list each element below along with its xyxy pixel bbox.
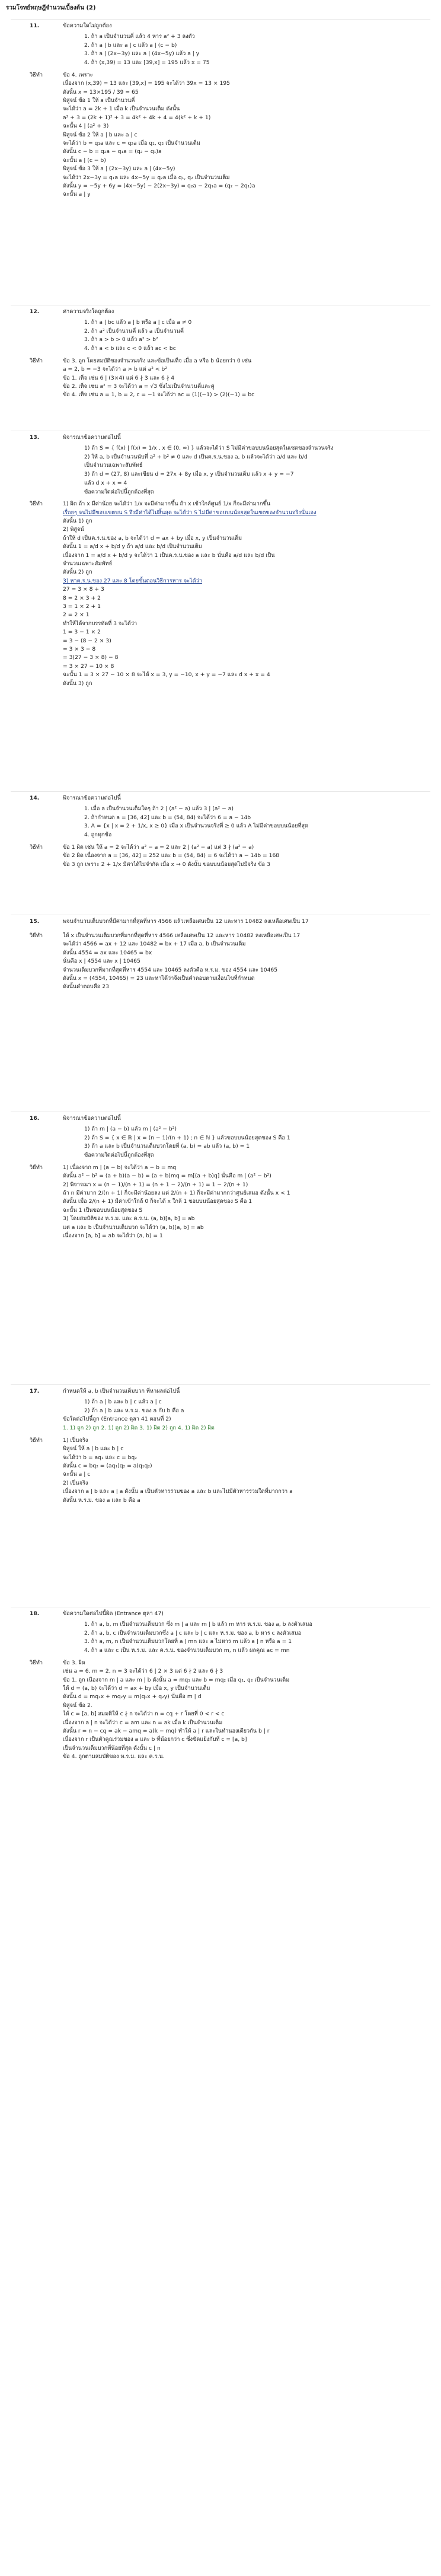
solution-line: เรื่อยๆ จนไม่มีขอบเขตบน S จึงมีค่าได้ไม่สิ้นสุด จะได้ว่า S ไม่มีค่าขอบบนน้อยสุดในเซตของจำนวนจริงนั่นเอง — [63, 509, 317, 516]
question-option: 4. ถูกทุกข้อ — [84, 832, 112, 839]
solution-line: จะได้ว่า a = 2k + 1 เมื่อ k เป็นจำนวนเต็ม ดังนั้น — [63, 106, 180, 113]
solution-line: ฉะนั้น 4 | (a² + 3) — [63, 123, 109, 130]
solution-line: a² + 3 = (2k + 1)² + 3 = 4k² + 4k + 4 = 4(k² + k + 1) — [63, 114, 211, 121]
solution-line: ดังนั้น c − b = q₂a − q₁a = (q₂ − q₁)a — [63, 148, 162, 155]
solution-line: ข้อ 1 ผิด เช่น ให้ a = 2 จะได้ว่า a² − a = 2 และ 2 | (a² − a) แต่ 3 ∤ (a² − a) — [63, 843, 254, 851]
solution-line: ข้อ 3. ถูก โดยสมบัติของจำนวนจริง และข้อเป็นเท็จ เมื่อ a หรือ b น้อยกว่า 0 เช่น — [63, 357, 252, 364]
solution-line: 27 = 3 × 8 + 3 — [63, 586, 104, 593]
solution-line: = 3(27 − 3 × 8) − 8 — [63, 654, 119, 661]
solution-line: เป็นจำนวนเต็มบวกที่น้อยที่สุด ดังนั้น c | n — [63, 1744, 161, 1752]
solution-line: ข้อ 4. ถูกตามสมบัติของ ห.ร.ม. และ ค.ร.น. — [63, 1753, 165, 1760]
question-option: 3. ถ้า a > b > 0 แล้ว a² > b² — [84, 336, 158, 343]
solution-line: จำนวนเฉพาะสัมพัทธ์ — [63, 561, 113, 567]
solution-line: ดังนั้น y = −5y + 6y = (4x−5y) − 2(2x−3y) = q₂a − 2q₁a = (q₂ − 2q₁)a — [63, 183, 255, 189]
question-text: พิจารณาข้อความต่อไปนี้ — [63, 1115, 121, 1122]
question-option: 4. ถ้า a < b และ c < 0 แล้ว ac < bc — [84, 345, 176, 352]
question-text: พิจารณาข้อความต่อไปนี้ — [63, 795, 121, 801]
solution-line: พิสูจน์ ข้อ 2 ให้ a | b และ a | c — [63, 131, 138, 138]
question-option: 3. A = {x | x = 2 + 1/x, x ≥ 0} เมื่อ x เป็นจำนวนจริงที่ ≥ 0 แล้ว A ไม่มีค่าขอบบนน้อยที่สุด — [84, 823, 308, 830]
solution-line: พิสูจน์ ข้อ 2. — [63, 1702, 92, 1709]
question-text: ข้อความใดต่อไปนี้ผิด (Entrance ตุลา 47) — [63, 1610, 164, 1617]
solution-line: ถ้าให้ d เป็นค.ร.น.ของ a, b จะได้ว่า d = ax + by เมื่อ x, y เป็นจำนวนเต็ม — [63, 534, 242, 542]
question-number: 16. — [30, 1115, 40, 1122]
question-option: 2. ถ้า a, b, c เป็นจำนวนเต็มบวกซึ่ง a | c และ b | c และ ห.ร.ม. ของ a, b หาร c ลงตัวเสมอ — [84, 1629, 302, 1636]
solution-line: = 3 − (8 − 2 × 3) — [63, 637, 111, 644]
solution-line: พิสูจน์ ข้อ 3 ให้ a | (2x−3y) และ a | (4x−5y) — [63, 165, 175, 173]
solution-label: วิธีทำ — [30, 1659, 43, 1666]
question-option: 4. ถ้า (x,39) = 13 และ [39,x] = 195 แล้ว x = 75 — [84, 59, 210, 66]
question-option: 3. ถ้า a, m, n เป็นจำนวนเต็มบวกโดยที่ a | mn และ a ไม่หาร m แล้ว a | n หรือ a = 1 — [84, 1638, 292, 1645]
solution-line: 1) เนื่องจาก m | (a − b) จะได้ว่า a − b = mq — [63, 1164, 177, 1171]
solution-line: ดังนั้น ห.ร.ม. ของ a และ b คือ a — [63, 1496, 140, 1504]
solution-line: ให้ x เป็นจำนวนเต็มบวกที่มากที่สุดที่หาร 4566 เหลือเศษเป็น 12 และหาร 10482 ลงเหลือเศษเป็น 17 — [63, 932, 301, 939]
solution-line: ฉะนั้น 1 เป็นขอบบนน้อยสุดของ S — [63, 1206, 143, 1214]
question-option: 1) ถ้า a | b และ b | c แล้ว a | c — [84, 1399, 162, 1405]
solution-line: เช่น a = 6, m = 2, n = 3 จะได้ว่า 6 | 2 × 3 แต่ 6 ∤ 2 และ 6 ∤ 3 — [63, 1668, 223, 1675]
question-number: 15. — [30, 918, 40, 925]
solution-line: ดังนั้น เมื่อ 2/(n + 1) มีค่าเข้าใกล้ 0 ก็จะได้ x ใกล้ 1 ขอบบนน้อยสุดของ S คือ 1 — [63, 1198, 253, 1205]
solution-line: ข้อ 4. เพราะ — [63, 71, 93, 78]
solution-line: ดังนั้น 3) ถูก — [63, 680, 92, 687]
solution-line: เนื่องจาก a | n จะได้ว่า c = am และ n = ak เมื่อ k เป็นจำนวนเต็ม — [63, 1719, 223, 1726]
solution-line: 1 = 3 − 1 × 2 — [63, 629, 101, 636]
solution-line: = 3 × 27 − 10 × 8 — [63, 663, 114, 670]
question-option: แล้ว d x + x = 4 — [84, 479, 127, 486]
solution-line: a = 2, b = −3 จะได้ว่า a > b แต่ a² < b² — [63, 366, 167, 373]
solution-line: ฉะนั้น 1 = 3 × 27 − 10 × 8 จะได้ x = 3, y = −10, x + y = −7 และ d x + x = 4 — [63, 671, 270, 679]
solution-line: ให้ d = (a, b) จะได้ว่า d = ax + by เมื่อ x, y เป็นจำนวนเต็ม — [63, 1685, 210, 1692]
section-divider — [11, 19, 430, 20]
question-option: 3) ถ้า d = (27, 8) และเขียน d = 27x + 8y เมื่อ x, y เป็นจำนวนเต็ม แล้ว x + y = −7 — [84, 471, 294, 478]
solution-line: ดังนั้น 2) ถูก — [63, 569, 92, 576]
question-option: 1. เมื่อ a เป็นจำนวนเต็มใดๆ ถ้า 2 | (a² − a) แล้ว 3 | (a² − a) — [84, 805, 234, 812]
solution-line: ดังนั้น c = bq₂ = (aq₁)q₂ = a(q₁q₂) — [63, 1463, 152, 1469]
question-option: 2. ถ้ากำหนด a = [36, 42] และ b = (54, 84) จะได้ว่า 6 = a − 14b — [84, 814, 251, 821]
question-option: 1. ถ้า a เป็นจำนวนคี่ แล้ว 4 หาร a² + 3 ลงตัว — [84, 33, 195, 40]
question-number: 14. — [30, 795, 40, 801]
question-option: 1. ถ้า a | bc แล้ว a | b หรือ a | c เมื่อ a ≠ 0 — [84, 319, 192, 326]
question-option: 2) ถ้า S = { x ∈ ℝ | x = (n − 1)/(n + 1) ; n ∈ ℕ } แล้วขอบบนน้อยสุดของ S คือ 1 — [84, 1134, 290, 1141]
solution-line: 2 = 2 × 1 — [63, 612, 90, 619]
solution-label: วิธีทำ — [30, 843, 43, 851]
question-text: ข้อความใดไม่ถูกต้อง — [63, 23, 112, 29]
question-option: 3. ถ้า a | (2x−3y) และ a | (4x−5y) แล้ว a | y — [84, 50, 200, 58]
question-number: 17. — [30, 1388, 40, 1394]
solution-line: ดังนั้น x = 13×195 / 39 = 65 — [63, 88, 139, 95]
question-number: 11. — [30, 23, 40, 29]
solution-line: เนื่องจาก 1 = a/d x + b/d y จะได้ว่า 1 เป็นค.ร.น.ของ a และ b นั่นคือ a/d และ b/d เป็น — [63, 552, 275, 559]
question-number: 18. — [30, 1610, 40, 1617]
solution-line: เนื่องจาก (x,39) = 13 และ [39,x] = 195 จะได้ว่า 39x = 13 × 195 — [63, 80, 231, 87]
solution-line: 3) หาค.ร.น.ของ 27 และ 8 โดยขั้นตอนวิธีการหาร จะได้ว่า — [63, 577, 203, 584]
solution-label: วิธีทำ — [30, 357, 43, 364]
solution-line: เนื่องจาก [a, b] = ab จะได้ว่า (a, b) = 1 — [63, 1233, 163, 1239]
question-option: ข้อความใดต่อไปนี้ถูกต้องที่สุด — [84, 488, 154, 495]
solution-line: เนื่องจาก a | b และ a | a ดังนั้น a เป็นตัวหารร่วมของ a และ b และไม่มีตัวหารร่วมใดที่มากกว่า a — [63, 1488, 293, 1495]
section-divider — [11, 791, 430, 792]
solution-line: ดังนั้น 1 = a/d x + b/d y ถ้า a/d และ b/d เป็นจำนวนเต็ม — [63, 543, 202, 550]
solution-line: 2) เป็นจริง — [63, 1479, 88, 1486]
question-option: ข้อความใดต่อไปนี้ถูกต้องที่สุด — [84, 1152, 154, 1159]
solution-line: ให้ c = [a, b] สมมติให้ c ∤ n จะได้ว่า n = cq + r โดยที่ 0 < r < c — [63, 1711, 225, 1718]
solution-line: 3 = 1 × 2 + 1 — [63, 603, 101, 610]
solution-line: จะได้ว่า 2x−3y = q₁a และ 4x−5y = q₂a เมื่อ q₁, q₂ เป็นจำนวนเต็ม — [63, 174, 230, 181]
solution-line: พิสูจน์ ข้อ 1 ให้ a เป็นจำนวนคี่ — [63, 97, 135, 104]
solution-line: = 3 × 3 − 8 — [63, 646, 96, 652]
question-option: 1. 1) ถูก 2) ถูก 2. 1) ถูก 2) ผิด 3. 1) ผิด 2) ถูก 4. 1) ผิด 2) ผิด — [63, 1425, 215, 1432]
solution-line: ดังนั้นคำตอบคือ 23 — [63, 983, 109, 991]
solution-line: แต่ a และ b เป็นจำนวนเต็มบวก จะได้ว่า (a, b)[a, b] = ab — [63, 1224, 204, 1231]
question-option: ข้อใดต่อไปนี้ถูก (Entrance ตุลา 41 ตอนที่ 2) — [63, 1416, 171, 1423]
solution-line: 8 = 2 × 3 + 2 — [63, 594, 101, 601]
question-option: 2) ให้ a, b เป็นจำนวนนับที่ a² + b² ≠ 0 และ d เป็นค.ร.น.ของ a, b แล้วจะได้ว่า a/d และ b/d — [84, 453, 308, 460]
solution-line: ฉะนั้น a | (c − b) — [63, 157, 106, 164]
solution-line: นั่นคือ x | 4554 และ x | 10465 — [63, 958, 140, 965]
solution-line: 3) โดยสมบัติของ ห.ร.ม. และ ค.ร.น. (a, b)[a, b] = ab — [63, 1215, 195, 1222]
solution-line: ดังนั้น 4554 = ax และ 10465 = bx — [63, 949, 152, 956]
question-text: พจนจำนวนเต็มบวกที่มีค่ามากที่สุดที่หาร 4566 แล้วเหลือเศษเป็น 12 และหาร 10482 ลงเหลือเศษเป็น 17 — [63, 918, 309, 925]
solution-line: จะได้ว่า 4566 = ax + 12 และ 10482 = bx + 17 เมื่อ a, b เป็นจำนวนเต็ม — [63, 941, 246, 948]
question-text: พิจารณาข้อความต่อไปนี้ — [63, 434, 121, 441]
solution-line: ข้อ 4. เท็จ เช่น a = 1, b = 2, c = −1 จะได้ว่า ac = (1)(−1) > (2)(−1) = bc — [63, 391, 255, 399]
solution-line: 2) พิจารณา x = (n − 1)/(n + 1) = (n + 1 − 2)/(n + 1) = 1 − 2/(n + 1) — [63, 1181, 248, 1188]
document-title: รวมโจทย์ทฤษฎีจำนวนเบื้องต้น (2) — [6, 5, 96, 11]
solution-line: ข้อ 3 ถูก เพราะ 2 + 1/x มีค่าได้ไม่จำกัด เมื่อ x → 0 ดังนั้น ขอบบนน้อยสุดไม่มีจริง ข้อ 3 — [63, 861, 270, 868]
question-option: 1) ถ้า S = { f(x) | f(x) = 1/x , x ∈ (0, ∞) } แล้วจะได้ว่า S ไม่มีค่าขอบบนน้อยสุดในเซตของจำนวนจริง — [84, 445, 334, 451]
solution-line: ดังนั้น x = (4554, 10465) = 23 และหาได้ว่าจึงเป็นคำตอบตามเงื่อนไขที่กำหนด — [63, 975, 255, 982]
solution-line: ดังนั้น 1) ถูก — [63, 518, 92, 524]
solution-label: วิธีทำ — [30, 1164, 43, 1171]
question-option: 2. ถ้า a | b และ a | c แล้ว a | (c − b) — [84, 42, 177, 49]
solution-line: ข้อ 1. ถูก เนื่องจาก m | a และ m | b ดังนั้น a = mq₁ และ b = mq₂ เมื่อ q₁, q₂ เป็นจำนวนเต็ม — [63, 1676, 290, 1683]
solution-line: จะได้ว่า b = q₁a และ c = q₂a เมื่อ q₁, q₂ เป็นจำนวนเต็ม — [63, 140, 200, 147]
question-option: 1. ถ้า a, b, m เป็นจำนวนเต็มบวก ซึ่ง m | a และ m | b แล้ว m หาร ห.ร.ม. ของ a, b ลงตัวเสมอ — [84, 1621, 312, 1628]
question-option: 2) ถ้า a | b และ ห.ร.ม. ของ a กับ b คือ a — [84, 1407, 184, 1414]
solution-line: จะได้ว่า b = aq₁ และ c = bq₂ — [63, 1454, 137, 1461]
solution-line: ทำให้ได้จากบรรทัดที่ 3 จะได้ว่า — [63, 620, 138, 627]
solution-line: ฉะนั้น a | y — [63, 191, 91, 198]
question-option: เป็นจำนวนเฉพาะสัมพัทธ์ — [84, 462, 143, 469]
question-option: 1) ถ้า m | (a − b) แล้ว m | (a² − b²) — [84, 1126, 177, 1132]
question-number: 13. — [30, 434, 40, 441]
solution-line: เนื่องจาก r เป็นตัวคูณร่วมของ a และ b ที่น้อยกว่า c ซึ่งขัดแย้งกับที่ c = [a, b] — [63, 1736, 247, 1743]
solution-label: วิธีทำ — [30, 501, 43, 508]
question-option: 3) ถ้า a และ b เป็นจำนวนเต็มบวกโดยที่ (a, b) = ab แล้ว (a, b) = 1 — [84, 1143, 250, 1150]
question-text: ค่าความจริงใดถูกต้อง — [63, 308, 114, 315]
solution-line: ดังนั้น r = n − cq = ak − amq = a(k − mq) ทำให้ a | r และในทำนองเดียวกัน b | r — [63, 1728, 270, 1734]
solution-line: 1) เป็นจริง — [63, 1437, 88, 1444]
solution-line: ข้อ 3. ผิด — [63, 1659, 85, 1666]
solution-line: ข้อ 1. เท็จ เช่น 6 | (3×4) แต่ 6 ∤ 3 และ 6 ∤ 4 — [63, 374, 175, 381]
solution-line: ฉะนั้น a | c — [63, 1471, 91, 1478]
question-option: 4. ถ้า a และ c เป็น ห.ร.ม. และ ค.ร.น. ของจำนวนเต็มบวก m, n แล้ว ผลคูณ ac = mn — [84, 1647, 290, 1654]
solution-line: ข้อ 2 ผิด เนื่องจาก a = [36, 42] = 252 และ b = (54, 84) = 6 จะได้ว่า a − 14b = 168 — [63, 852, 280, 859]
section-divider — [11, 1384, 430, 1385]
solution-line: พิสูจน์ ให้ a | b และ b | c — [63, 1445, 124, 1453]
solution-label: วิธีทำ — [30, 1437, 43, 1444]
solution-line: ดังนั้น d = mq₁x + mq₂y = m(q₁x + q₂y) นั่นคือ m | d — [63, 1693, 202, 1701]
solution-line: ถ้า n มีค่ามาก 2/(n + 1) ก็จะมีค่าน้อยลง แต่ 2/(n + 1) ก็จะมีค่ามากกว่าศูนย์เสมอ ดังนั้น x < 1 — [63, 1190, 290, 1196]
question-option: 2. ถ้า a² เป็นจำนวนคี่ แล้ว a เป็นจำนวนคี่ — [84, 327, 184, 335]
solution-line: 1) ผิด ถ้า x มีค่าน้อย จะได้ว่า 1/x จะมีค่ามากขึ้น ถ้า x เข้าใกล้ศูนย์ 1/x ก็จะมีค่ามากขึ้น — [63, 501, 271, 508]
question-text: กำหนดให้ a, b เป็นจำนวนเต็มบวก ที่หาผลต่อไปนี้ — [63, 1388, 180, 1394]
solution-line: จำนวนเต็มบวกที่มากที่สุดที่หาร 4554 และ 10465 ลงตัวคือ ห.ร.ม. ของ 4554 และ 10465 — [63, 966, 278, 973]
solution-line: 2) พิสูจน์ — [63, 526, 84, 533]
solution-line: ข้อ 2. เท็จ เช่น a² = 3 จะได้ว่า a = √3 ซึ่งไม่เป็นจำนวนคี่และคู่ — [63, 383, 215, 390]
solution-line: ดังนั้น a² − b² = (a + b)(a − b) = (a + b)mq = m[(a + b)q] นั่นคือ m | (a² − b²) — [63, 1173, 271, 1180]
solution-label: วิธีทำ — [30, 71, 43, 78]
question-number: 12. — [30, 308, 40, 315]
solution-label: วิธีทำ — [30, 932, 43, 939]
